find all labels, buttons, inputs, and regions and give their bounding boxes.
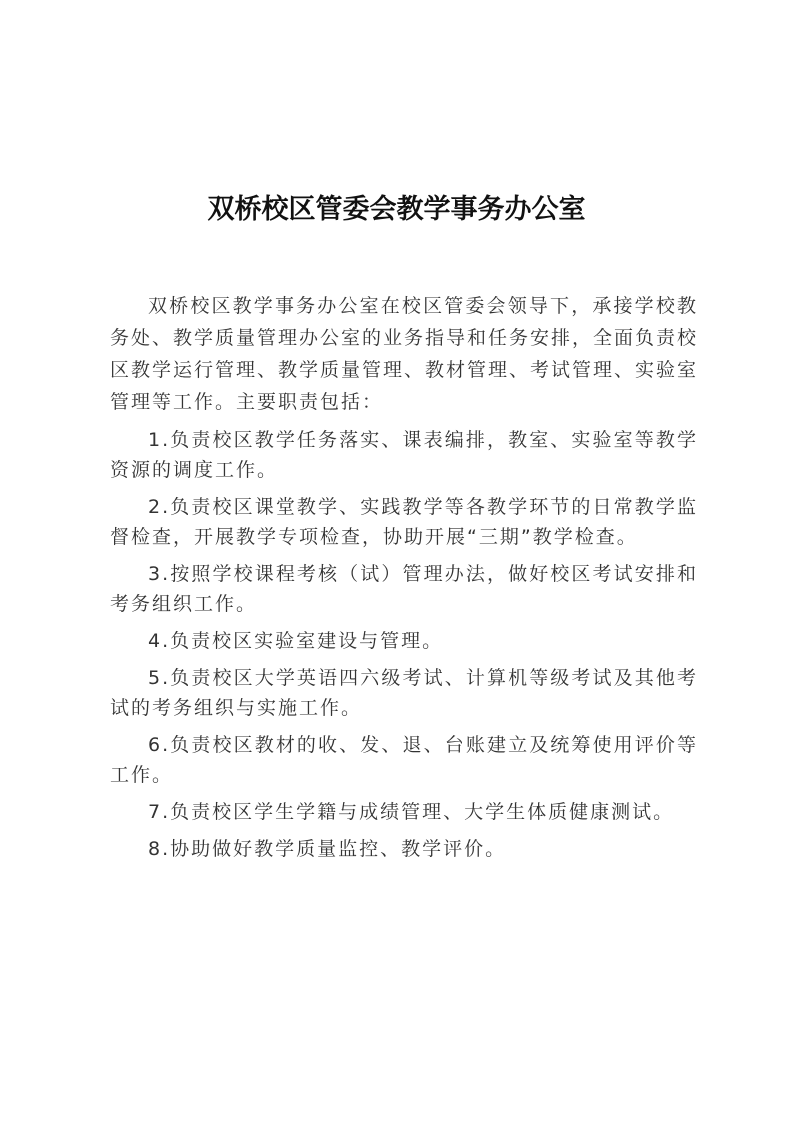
intro-paragraph: 双桥校区教学事务办公室在校区管委会领导下，承接学校教务处、教学质量管理办公室的业务指导和任务安排，全面负责校区教学运行管理、教学质量管理、教材管理、考试管理、实验室管理等工作。主要职责包括： [110,295,699,413]
document-title: 双桥校区管委会教学事务办公室 [207,194,586,225]
duty-item-5: 5.负责校区大学英语四六级考试、计算机等级考试及其他考试的考务组织与实施工作。 [110,667,698,719]
duty-item-2: 2.负责校区课堂教学、实践教学等各教学环节的日常教学监督检查，开展教学专项检查，协助开展“三期”教学检查。 [110,496,698,548]
duty-item-6: 6.负责校区教材的收、发、退、台账建立及统筹使用评价等工作。 [110,734,698,786]
duty-item-3: 3.按照学校课程考核（试）管理办法，做好校区考试安排和考务组织工作。 [110,563,698,615]
duty-item-8: 8.协助做好教学质量监控、教学评价。 [148,838,507,860]
duty-item-4: 4.负责校区实验室建设与管理。 [148,630,444,652]
duty-item-7: 7.负责校区学生学籍与成绩管理、大学生体质健康测试。 [148,801,675,823]
duty-item-1: 1.负责校区教学任务落实、课表编排，教室、实验室等教学资源的调度工作。 [110,429,698,481]
document-body [110,290,698,864]
